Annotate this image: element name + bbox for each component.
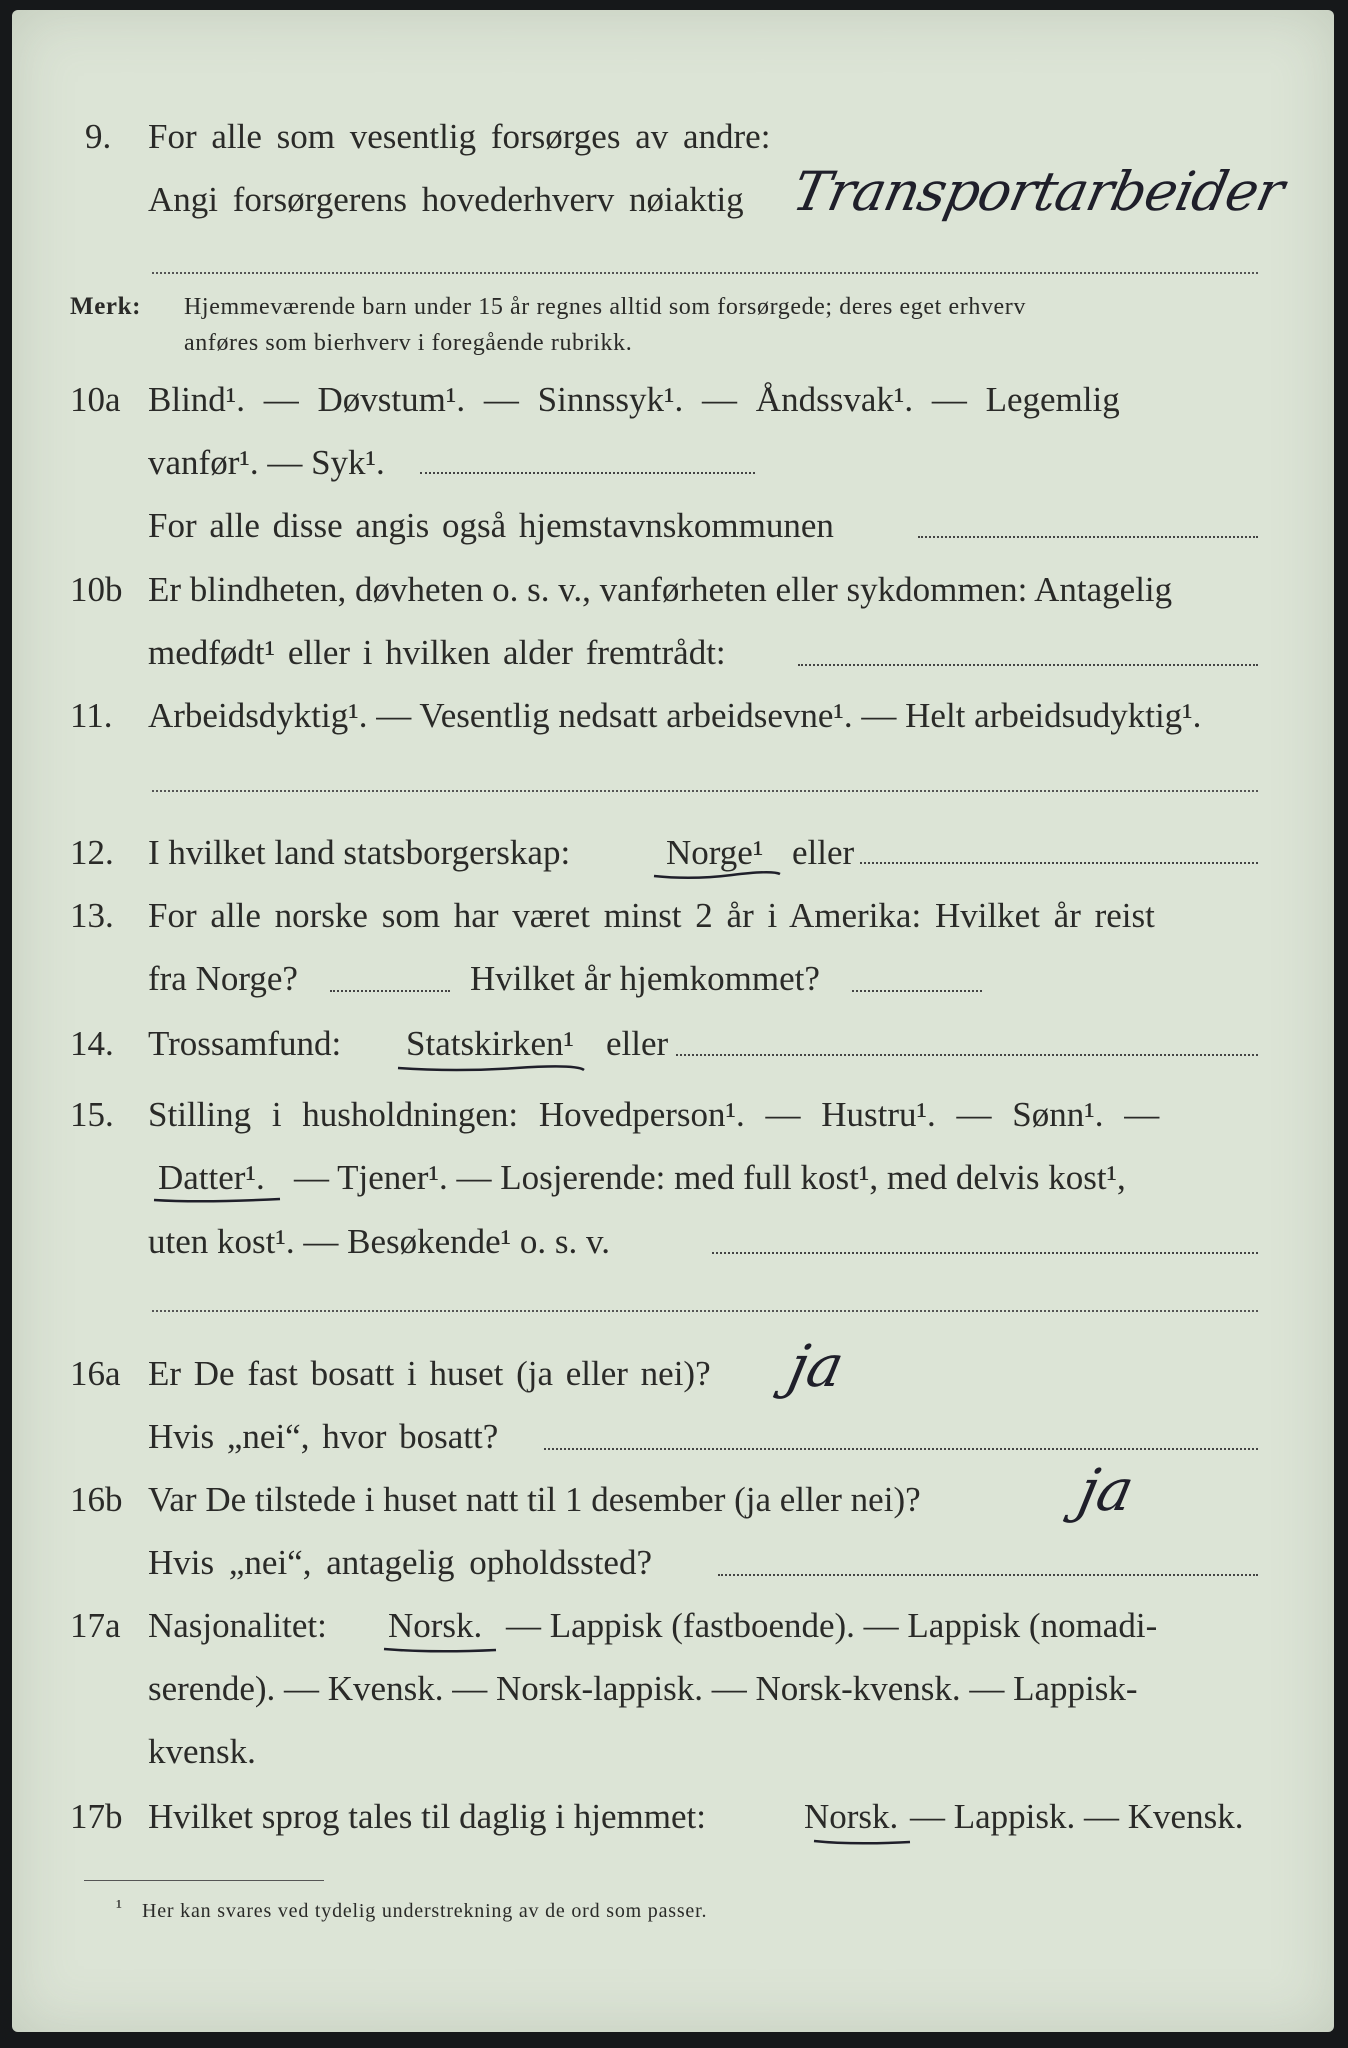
q13-number: 13.: [70, 896, 114, 935]
q13-line2b: Hvilket år hjemkommet?: [470, 959, 820, 998]
merk-label: Merk:: [70, 293, 142, 320]
q13-departure-dots[interactable]: [330, 990, 450, 992]
q14-number: 14.: [70, 1024, 114, 1063]
q9-number: 9.: [85, 117, 112, 156]
q15-number: 15.: [70, 1095, 114, 1134]
q14-underlined-statskirken[interactable]: Statskirken¹: [406, 1024, 574, 1063]
q12-underline-mark: [652, 868, 782, 882]
q15-answer-line: [152, 1310, 1258, 1312]
merk-line1: Hjemmeværende barn under 15 år regnes alltid som forsørgede; deres eget erhverv: [184, 294, 1027, 320]
q13-line2a: fra Norge?: [148, 959, 298, 998]
q9-answer-line: [152, 272, 1258, 274]
census-form-page: [12, 10, 1334, 2032]
q10a-number: 10a: [70, 380, 121, 419]
q17a-line1a: Nasjonalitet:: [148, 1606, 327, 1645]
q12-underlined-norge[interactable]: Norge¹: [666, 833, 764, 872]
q16b-handwritten-answer[interactable]: ja: [1072, 1456, 1140, 1524]
footnote-text: Her kan svares ved tydelig understrekning av de ord som passer.: [142, 1900, 708, 1922]
q17b-tail: — Lappisk. — Kvensk.: [910, 1797, 1244, 1836]
q16b-line1: Var De tilstede i huset natt til 1 desember (ja eller nei)?: [148, 1480, 921, 1519]
q16b-answer-dots[interactable]: [718, 1574, 1258, 1576]
q10a-answer-dots[interactable]: [420, 472, 755, 474]
q9-handwritten-answer[interactable]: Transportarbeider: [787, 160, 1289, 223]
q14-tail: eller: [606, 1024, 669, 1063]
q15-answer-dots[interactable]: [712, 1252, 1258, 1254]
q10b-line1: Er blindheten, døvheten o. s. v., vanførheten eller sykdommen: Antagelig: [148, 570, 1173, 609]
q15-line2: — Tjener¹. — Losjerende: med full kost¹, med delvis kost¹,: [294, 1158, 1126, 1197]
q12-number: 12.: [70, 833, 114, 872]
q10b-line2: medfødt¹ eller i hvilken alder fremtrådt:: [148, 633, 726, 672]
q15-underline-mark: [152, 1194, 282, 1206]
q16a-line1: Er De fast bosatt i huset (ja eller nei)?: [148, 1354, 711, 1393]
q17b-line1: Hvilket sprog tales til daglig i hjemmet:: [148, 1797, 706, 1836]
q17b-underlined-norsk[interactable]: Norsk.: [804, 1797, 899, 1836]
q9-line1: For alle som vesentlig forsørges av andre:: [148, 117, 771, 156]
q12-answer-dots[interactable]: [860, 862, 1258, 864]
q16a-line2: Hvis „nei“, hvor bosatt?: [148, 1417, 499, 1456]
q17b-underline-mark: [812, 1836, 912, 1848]
q11-number: 11.: [70, 696, 113, 735]
q14-line1: Trossamfund:: [148, 1024, 342, 1063]
q10b-answer-dots[interactable]: [798, 664, 1258, 666]
q15-line3: uten kost¹. — Besøkende¹ o. s. v.: [148, 1222, 611, 1261]
q14-underline-mark: [396, 1062, 586, 1076]
q16b-number: 16b: [70, 1480, 123, 1519]
q17a-number: 17a: [70, 1606, 121, 1645]
merk-line2: anføres som bierhverv i foregående rubrikk.: [184, 330, 633, 356]
q10a-line2: vanfør¹. — Syk¹.: [148, 443, 385, 482]
q15-underlined-datter[interactable]: Datter¹.: [158, 1158, 265, 1197]
q17a-line3: kvensk.: [148, 1732, 256, 1771]
q15-line1: Stilling i husholdningen: Hovedperson¹. — Hustru¹. — Sønn¹. —: [148, 1095, 1160, 1134]
q16a-handwritten-answer[interactable]: ja: [782, 1332, 850, 1400]
q10a-line3: For alle disse angis også hjemstavnskommunen: [148, 506, 834, 545]
q17b-number: 17b: [70, 1797, 123, 1836]
q11-answer-line: [152, 790, 1258, 792]
q14-answer-dots[interactable]: [676, 1054, 1258, 1056]
q17a-line1b: — Lappisk (fastboende). — Lappisk (nomadi-: [506, 1606, 1158, 1645]
q17a-line2: serende). — Kvensk. — Norsk-lappisk. — Norsk-kvensk. — Lappisk-: [148, 1669, 1138, 1708]
q12-line1: I hvilket land statsborgerskap:: [148, 833, 571, 872]
q10b-number: 10b: [70, 570, 123, 609]
q10a-hometown-dots[interactable]: [918, 536, 1258, 538]
q16a-number: 16a: [70, 1354, 121, 1393]
q10a-line1: Blind¹. — Døvstum¹. — Sinnssyk¹. — Åndssvak¹. — Legemlig: [148, 380, 1120, 419]
q17a-underlined-norsk[interactable]: Norsk.: [388, 1606, 483, 1645]
footnote-divider: [84, 1880, 324, 1881]
q11-line1: Arbeidsdyktig¹. — Vesentlig nedsatt arbeidsevne¹. — Helt arbeidsudyktig¹.: [148, 696, 1202, 735]
q12-tail: eller: [792, 833, 855, 872]
q13-line1: For alle norske som har været minst 2 år i Amerika: Hvilket år reist: [148, 896, 1155, 935]
q9-line2: Angi forsørgerens hovederhverv nøiaktig: [148, 180, 744, 219]
footnote-mark: ¹: [116, 1896, 123, 1918]
q13-return-dots[interactable]: [852, 990, 982, 992]
q16b-line2: Hvis „nei“, antagelig opholdssted?: [148, 1543, 652, 1582]
q17a-underline-mark: [382, 1644, 498, 1656]
q16a-answer-dots[interactable]: [544, 1448, 1258, 1450]
